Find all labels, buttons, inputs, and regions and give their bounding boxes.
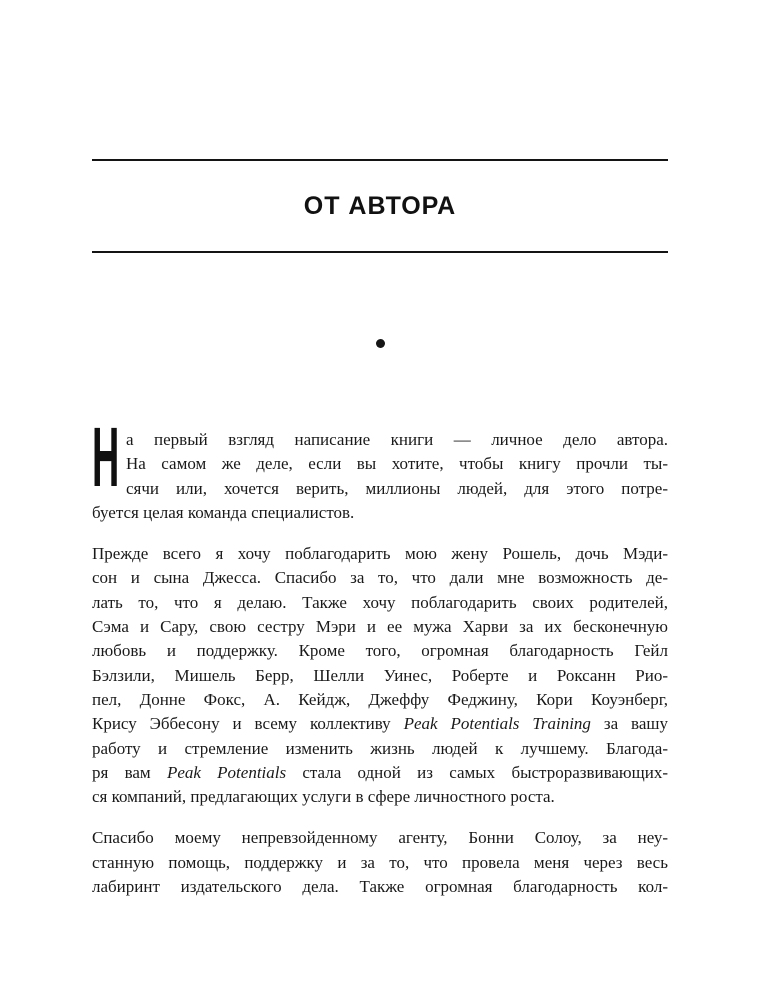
paragraph	[92, 410, 668, 525]
drop-cap: Н	[92, 410, 120, 504]
text-run: лать то, что я делаю. Также хочу поблагодарить своих родителей,	[92, 592, 668, 612]
page-content	[92, 0, 668, 899]
text-line	[92, 501, 668, 525]
text-line	[92, 615, 668, 639]
text-run: сячи или, хочется верить, миллионы людей, для этого потре-	[126, 478, 668, 498]
text-run: сон и сына Джесса. Спасибо за то, что дали мне возможность де-	[92, 568, 668, 588]
text-run: Бэлзили, Мишель Берр, Шелли Уинес, Роберте и Роксанн Рио-	[92, 665, 668, 685]
text-run: Спасибо моему непревзойденному агенту, Бонни Солоу, за неу-	[92, 828, 668, 848]
text-run: На самом же деле, если вы хотите, чтобы книгу прочли ты-	[126, 454, 668, 474]
text-run: Прежде всего я хочу поблагодарить мою жену Рошель, дочь Мэди-	[92, 544, 668, 564]
italic-text-run: Peak Potentials Training	[403, 714, 591, 734]
text-run: Сэма и Сару, свою сестру Мэри и ее мужа Харви за их бесконечную	[92, 617, 668, 637]
text-line	[92, 664, 668, 688]
text-run: ся компаний, предлагающих услуги в сфере личностного роста.	[92, 787, 555, 807]
text-line	[92, 851, 668, 875]
text-line	[92, 875, 668, 899]
body-text	[92, 410, 668, 899]
text-line	[92, 712, 668, 736]
text-line	[92, 737, 668, 761]
italic-text-run: Peak Potentials	[166, 762, 287, 782]
text-run: станную помощь, поддержку и за то, что провела меня через весь	[92, 852, 668, 872]
text-run: лабиринт издательского дела. Также огромная благодарность кол-	[92, 877, 668, 897]
text-line	[92, 428, 668, 452]
heading-rule-bottom	[92, 251, 668, 253]
chapter-title: ОТ АВТОРА	[303, 192, 457, 220]
text-line	[92, 826, 668, 850]
bullet-separator-icon	[376, 339, 385, 348]
text-run: стала одной из самых быстроразвивающих-	[286, 762, 668, 782]
text-run: а первый взгляд написание книги — личное дело автора.	[126, 430, 668, 449]
text-line	[92, 477, 668, 501]
text-run: любовь и поддержку. Кроме того, огромная благодарность Гейл	[92, 641, 668, 661]
text-line	[92, 761, 668, 785]
text-run: буется целая команда специалистов.	[92, 502, 355, 522]
text-run: Крису Эббесону и всему коллективу	[92, 714, 404, 734]
text-line	[92, 591, 668, 615]
text-line	[92, 688, 668, 712]
paragraph	[92, 542, 668, 809]
paragraph	[92, 826, 668, 899]
text-run: ря вам	[92, 762, 167, 782]
heading-rule-top	[92, 159, 668, 161]
text-line	[92, 452, 668, 476]
text-run: за вашу	[590, 714, 668, 734]
text-run: работу и стремление изменить жизнь людей к лучшему. Благода-	[92, 738, 668, 758]
text-line	[92, 542, 668, 566]
text-line	[92, 639, 668, 663]
text-run: пел, Донне Фокс, А. Кейдж, Джеффу Феджину, Кори Коуэнберг,	[92, 689, 668, 709]
text-line	[92, 566, 668, 590]
text-line	[92, 785, 668, 809]
